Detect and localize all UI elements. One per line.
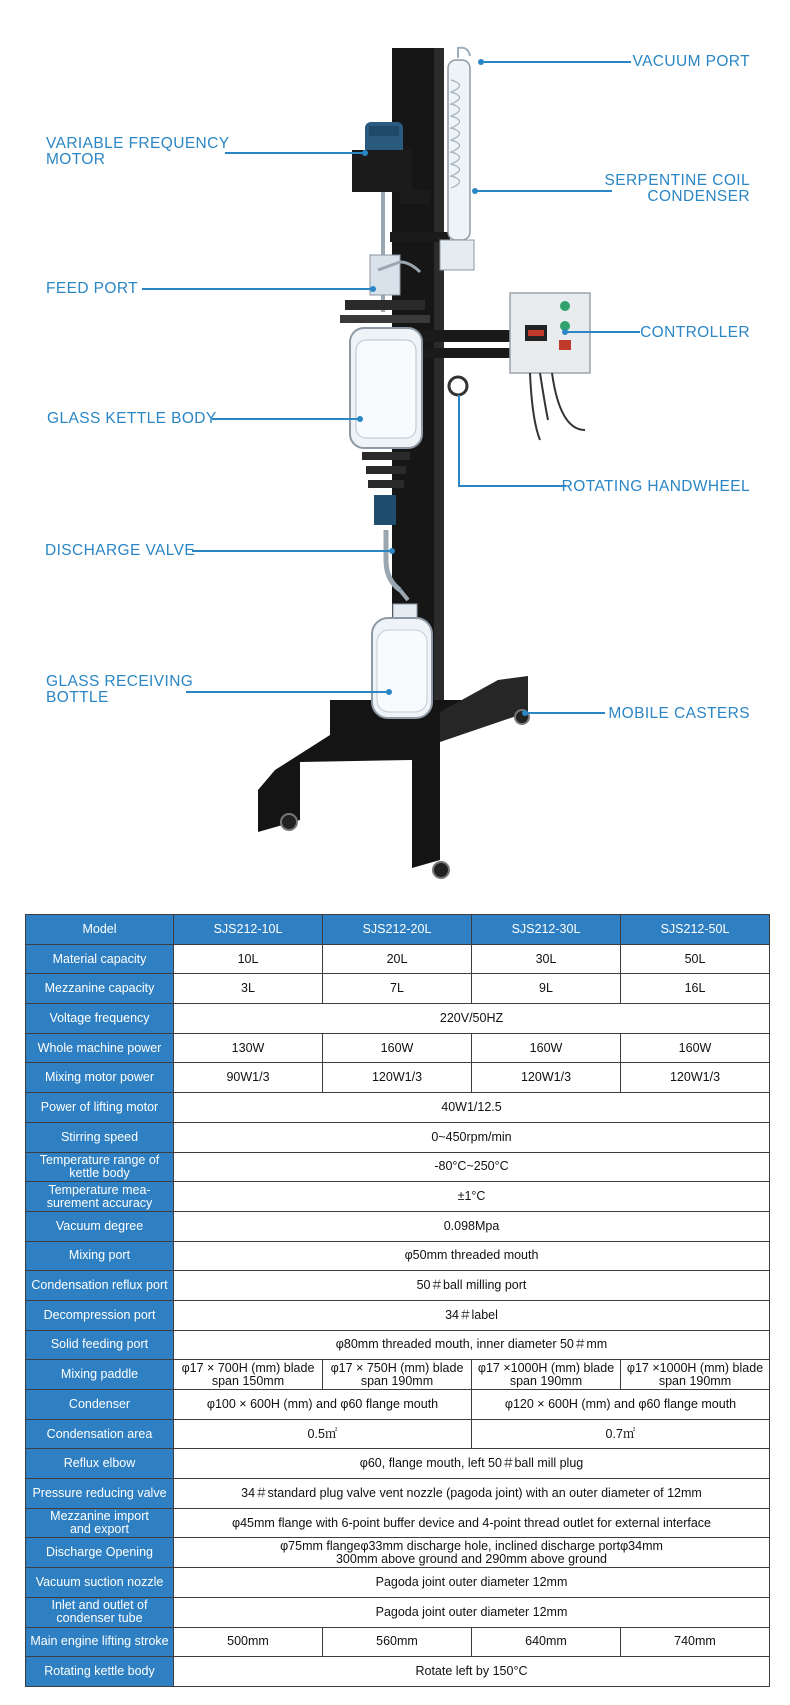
table-row: [26, 1479, 770, 1509]
row-label: Whole machine power: [26, 1033, 174, 1063]
row-label-line: and export: [69, 1522, 130, 1537]
table-cell: 740mm: [621, 1627, 770, 1657]
controller-box: [510, 293, 590, 373]
table-row: [26, 1390, 770, 1420]
row-label-line: Temperature range of: [39, 1152, 160, 1167]
table-cell: -80°C~250°C: [174, 1152, 770, 1182]
table-cell: 160W: [323, 1033, 472, 1063]
cell-line: span 190mm: [658, 1373, 732, 1388]
callout-line: [525, 712, 605, 714]
table-cell: φ50mm threaded mouth: [174, 1241, 770, 1271]
row-label: [26, 1182, 174, 1212]
table-cell: Pagoda joint outer diameter 12mm: [174, 1597, 770, 1627]
row-label: Condensation reflux port: [26, 1271, 174, 1301]
callout-text: CONTROLLER: [640, 324, 750, 341]
table-row: [26, 1538, 770, 1568]
table-cell: 0.098Mpa: [174, 1211, 770, 1241]
callout-controller: [620, 325, 750, 341]
callout-vacuum-port: [600, 54, 750, 70]
row-label: [26, 1597, 174, 1627]
cell-line: φ17 ×1000H (mm) blade: [626, 1360, 764, 1375]
table-cell: 34＃standard plug valve vent nozzle (pagoda joint) with an outer diameter of 12mm: [174, 1479, 770, 1509]
table-cell: [323, 1360, 472, 1390]
callout-text: BOTTLE: [46, 689, 109, 706]
callout-variable-frequency-motor: [46, 136, 246, 168]
table-row: [26, 1568, 770, 1598]
callout-dot: [522, 710, 528, 716]
table-row: [26, 1657, 770, 1687]
handwheel: [449, 377, 467, 395]
callout-text: GLASS KETTLE BODY: [47, 410, 217, 427]
table-row: [26, 1122, 770, 1152]
row-label: [26, 1508, 174, 1538]
table-cell: Rotate left by 150°C: [174, 1657, 770, 1687]
table-cell: 560mm: [323, 1627, 472, 1657]
table-cell: 0~450rpm/min: [174, 1122, 770, 1152]
table-cell: φ120 × 600H (mm) and φ60 flange mouth: [472, 1390, 770, 1420]
table-cell: 120W1/3: [472, 1063, 621, 1093]
callout-line: [225, 152, 365, 154]
row-label-line: surement accuracy: [46, 1195, 153, 1210]
callout-text: ROTATING HANDWHEEL: [561, 478, 750, 495]
callout-dot: [478, 59, 484, 65]
callout-text: VARIABLE FREQUENCY: [46, 135, 230, 152]
callout-text: FEED PORT: [46, 280, 139, 297]
callout-dot: [562, 329, 568, 335]
header-cell: SJS212-30L: [472, 915, 621, 945]
table-cell: 16L: [621, 974, 770, 1004]
callout-dot: [472, 188, 478, 194]
callout-text: GLASS RECEIVING: [46, 673, 194, 690]
table-cell: [621, 1360, 770, 1390]
table-cell: 10L: [174, 944, 323, 974]
row-label-line: kettle body: [69, 1165, 130, 1180]
row-label: Rotating kettle body: [26, 1657, 174, 1687]
table-cell: 220V/50HZ: [174, 1004, 770, 1034]
cell-line: φ17 ×1000H (mm) blade: [477, 1360, 615, 1375]
table-cell: 30L: [472, 944, 621, 974]
table-cell: 50＃ball milling port: [174, 1271, 770, 1301]
table-cell: 160W: [621, 1033, 770, 1063]
header-cell: SJS212-20L: [323, 915, 472, 945]
row-label: Pressure reducing valve: [26, 1479, 174, 1509]
callout-dot: [357, 416, 363, 422]
table-cell: 34＃label: [174, 1300, 770, 1330]
callout-dot: [370, 286, 376, 292]
table-header-row: [26, 915, 770, 945]
table-cell: φ80mm threaded mouth, inner diameter 50＃mm: [174, 1330, 770, 1360]
cell-line: φ17 × 700H (mm) blade: [181, 1360, 315, 1375]
callout-discharge-valve: [45, 543, 205, 559]
table-cell: 130W: [174, 1033, 323, 1063]
row-label: [26, 1152, 174, 1182]
row-label: Decompression port: [26, 1300, 174, 1330]
table-row: [26, 974, 770, 1004]
table-cell: 9L: [472, 974, 621, 1004]
header-cell: SJS212-50L: [621, 915, 770, 945]
row-label: Material capacity: [26, 944, 174, 974]
table-row: [26, 1152, 770, 1182]
callout-text: VACUUM PORT: [632, 53, 750, 70]
callout-mobile-casters: [600, 706, 750, 722]
table-row: [26, 1033, 770, 1063]
table-row: [26, 1300, 770, 1330]
callout-line: [458, 485, 566, 487]
table-cell: 640mm: [472, 1627, 621, 1657]
table-cell: 120W1/3: [323, 1063, 472, 1093]
row-label: Main engine lifting stroke: [26, 1627, 174, 1657]
row-label-line: Mezzanine import: [50, 1509, 149, 1524]
header-cell: SJS212-10L: [174, 915, 323, 945]
cell-line: 300mm above ground and 290mm above ground: [335, 1551, 607, 1566]
row-label: Mixing paddle: [26, 1360, 174, 1390]
table-row: [26, 1004, 770, 1034]
row-label-line: condenser tube: [56, 1611, 143, 1626]
callout-line: [458, 395, 460, 485]
row-label: Vacuum suction nozzle: [26, 1568, 174, 1598]
callout-line: [142, 288, 372, 290]
callout-glass-kettle-body: [47, 411, 227, 427]
caster-wheel: [433, 862, 449, 878]
callout-rotating-handwheel: [560, 479, 750, 495]
table-cell: [174, 1538, 770, 1568]
callout-text: CONDENSER: [647, 188, 750, 205]
cell-line: φ17 × 750H (mm) blade: [330, 1360, 464, 1375]
row-label: Discharge Opening: [26, 1538, 174, 1568]
row-label: Solid feeding port: [26, 1330, 174, 1360]
table-row: [26, 1419, 770, 1449]
cell-line: span 190mm: [509, 1373, 583, 1388]
cell-line: span 190mm: [360, 1373, 434, 1388]
callout-dot: [389, 548, 395, 554]
caster-wheel: [281, 814, 297, 830]
table-cell: 7L: [323, 974, 472, 1004]
callout-glass-receiving-bottle: [46, 674, 206, 706]
table-cell: [174, 1360, 323, 1390]
callout-dot: [386, 689, 392, 695]
callout-text: MOTOR: [46, 151, 106, 168]
row-label: Condensation area: [26, 1419, 174, 1449]
header-label: Model: [26, 915, 174, 945]
callout-line: [186, 691, 389, 693]
table-row: [26, 1360, 770, 1390]
table-cell: 40W1/12.5: [174, 1093, 770, 1123]
table-row: [26, 1241, 770, 1271]
table-row: [26, 1211, 770, 1241]
row-label-line: Temperature mea-: [48, 1182, 151, 1197]
callout-dot: [362, 150, 368, 156]
row-label: Power of lifting motor: [26, 1093, 174, 1123]
table-cell: 20L: [323, 944, 472, 974]
table-cell: 500mm: [174, 1627, 323, 1657]
callout-feed-port: [46, 281, 166, 297]
table-cell: 160W: [472, 1033, 621, 1063]
callout-text: SERPENTINE COIL: [604, 172, 750, 189]
row-label: Vacuum degree: [26, 1211, 174, 1241]
callout-line: [212, 418, 360, 420]
table-cell: φ45mm flange with 6-point buffer device and 4-point thread outlet for external interface: [174, 1508, 770, 1538]
table-cell: 0.5㎡: [174, 1419, 472, 1449]
table-row: [26, 1330, 770, 1360]
table-row: [26, 1508, 770, 1538]
row-label: Condenser: [26, 1390, 174, 1420]
table-cell: 0.7㎡: [472, 1419, 770, 1449]
table-row: [26, 944, 770, 974]
table-row: [26, 1449, 770, 1479]
table-cell: φ100 × 600H (mm) and φ60 flange mouth: [174, 1390, 472, 1420]
row-label: Stirring speed: [26, 1122, 174, 1152]
callout-line: [192, 550, 392, 552]
table-row: [26, 1271, 770, 1301]
callout-text: DISCHARGE VALVE: [45, 542, 196, 559]
spec-table: [25, 914, 770, 1687]
callout-serpentine-condenser: [560, 173, 750, 205]
table-row: [26, 1597, 770, 1627]
table-cell: φ60, flange mouth, left 50＃ball mill plug: [174, 1449, 770, 1479]
row-label: Reflux elbow: [26, 1449, 174, 1479]
table-row: [26, 1093, 770, 1123]
table-cell: 120W1/3: [621, 1063, 770, 1093]
table-row: [26, 1182, 770, 1212]
table-row: [26, 1627, 770, 1657]
table-cell: [472, 1360, 621, 1390]
cell-line: span 150mm: [211, 1373, 285, 1388]
cell-line: φ75mm flangeφ33mm discharge hole, inclined discharge portφ34mm: [280, 1538, 663, 1553]
row-label: Mixing motor power: [26, 1063, 174, 1093]
table-cell: Pagoda joint outer diameter 12mm: [174, 1568, 770, 1598]
row-label-line: Inlet and outlet of: [51, 1598, 148, 1613]
table-cell: 90W1/3: [174, 1063, 323, 1093]
row-label: Mixing port: [26, 1241, 174, 1271]
table-cell: ±1°C: [174, 1182, 770, 1212]
row-label: Voltage frequency: [26, 1004, 174, 1034]
table-cell: 50L: [621, 944, 770, 974]
callout-text: MOBILE CASTERS: [608, 705, 750, 722]
table-cell: 3L: [174, 974, 323, 1004]
table-row: [26, 1063, 770, 1093]
row-label: Mezzanine capacity: [26, 974, 174, 1004]
